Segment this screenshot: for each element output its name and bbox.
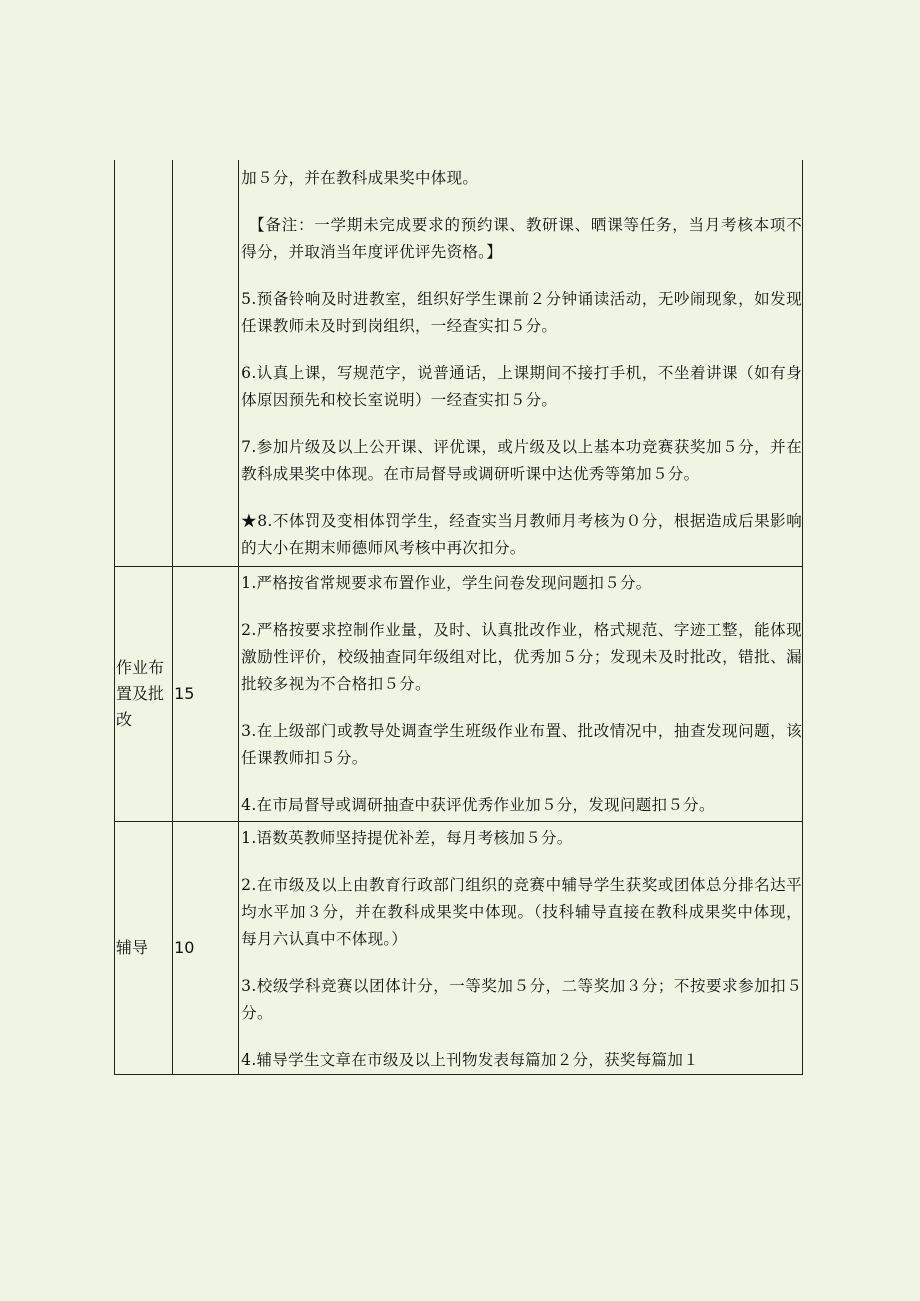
table-row xyxy=(115,822,803,1075)
list-item: 2.在市级及以上由教育行政部门组织的竞赛中辅导学生获奖或团体总分排名达平均水平加３分，并在教科成果奖中体现。（技科辅导直接在教科成果奖中体现，每月六认真中不体现。） xyxy=(241,876,802,948)
list-item: 3.在上级部门或教导处调查学生班级作业布置、批改情况中，抽查发现问题，该任课教师扣５分。 xyxy=(241,722,802,767)
list-item: 7.参加片级及以上公开课、评优课，或片级及以上基本功竞赛获奖加５分，并在教科成果奖中体现。在市局督导或调研听课中达优秀等第加５分。 xyxy=(241,438,802,483)
content-cell xyxy=(239,567,803,822)
table-row xyxy=(115,160,803,567)
remark-note: 【备注：一学期未完成要求的预约课、教研课、晒课等任务，当月考核本项不得分，并取消当年度评优评先资格。】 xyxy=(241,216,802,261)
list-item: 3.校级学科竞赛以团体计分，一等奖加５分，二等奖加３分；不按要求参加扣５分。 xyxy=(241,977,802,1022)
category-cell: 作业布置及批改 xyxy=(115,567,173,822)
list-item: 4.在市局督导或调研抽查中获评优秀作业加５分，发现问题扣５分。 xyxy=(241,796,715,814)
list-item: 1.语数英教师坚持提优补差，每月考核加５分。 xyxy=(241,829,573,847)
list-item: 2.严格按要求控制作业量，及时、认真批改作业，格式规范、字迹工整，能体现激励性评价，校级抽查同年级组对比，优秀加５分；发现未及时批改，错批、漏批较多视为不合格扣５分。 xyxy=(241,621,802,693)
content-cell xyxy=(239,822,803,1075)
score-cell: 10 xyxy=(173,822,239,1075)
list-item: 4.辅导学生文章在市级及以上刊物发表每篇加２分，获奖每篇加１ xyxy=(241,1051,699,1069)
content-cell xyxy=(239,160,803,567)
score-cell xyxy=(173,160,239,567)
category-cell xyxy=(115,160,173,567)
category-cell: 辅导 xyxy=(115,822,173,1075)
list-item: 1.严格按省常规要求布置作业，学生问卷发现问题扣５分。 xyxy=(241,574,652,592)
list-item: 6.认真上课，写规范字，说普通话，上课期间不接打手机，不坐着讲课（如有身体原因预先和校长室说明）一经查实扣５分。 xyxy=(241,364,802,409)
score-cell: 15 xyxy=(173,567,239,822)
list-item: ★8.不体罚及变相体罚学生，经查实当月教师月考核为０分，根据造成后果影响的大小在期末师德师风考核中再次扣分。 xyxy=(241,512,802,557)
list-item: 5.预备铃响及时进教室，组织好学生课前２分钟诵读活动，无吵闹现象，如发现任课教师未及时到岗组织，一经查实扣５分。 xyxy=(241,290,802,335)
evaluation-table xyxy=(114,160,803,1075)
list-item: 加５分，并在教科成果奖中体现。 xyxy=(241,169,479,187)
table-row xyxy=(115,567,803,822)
